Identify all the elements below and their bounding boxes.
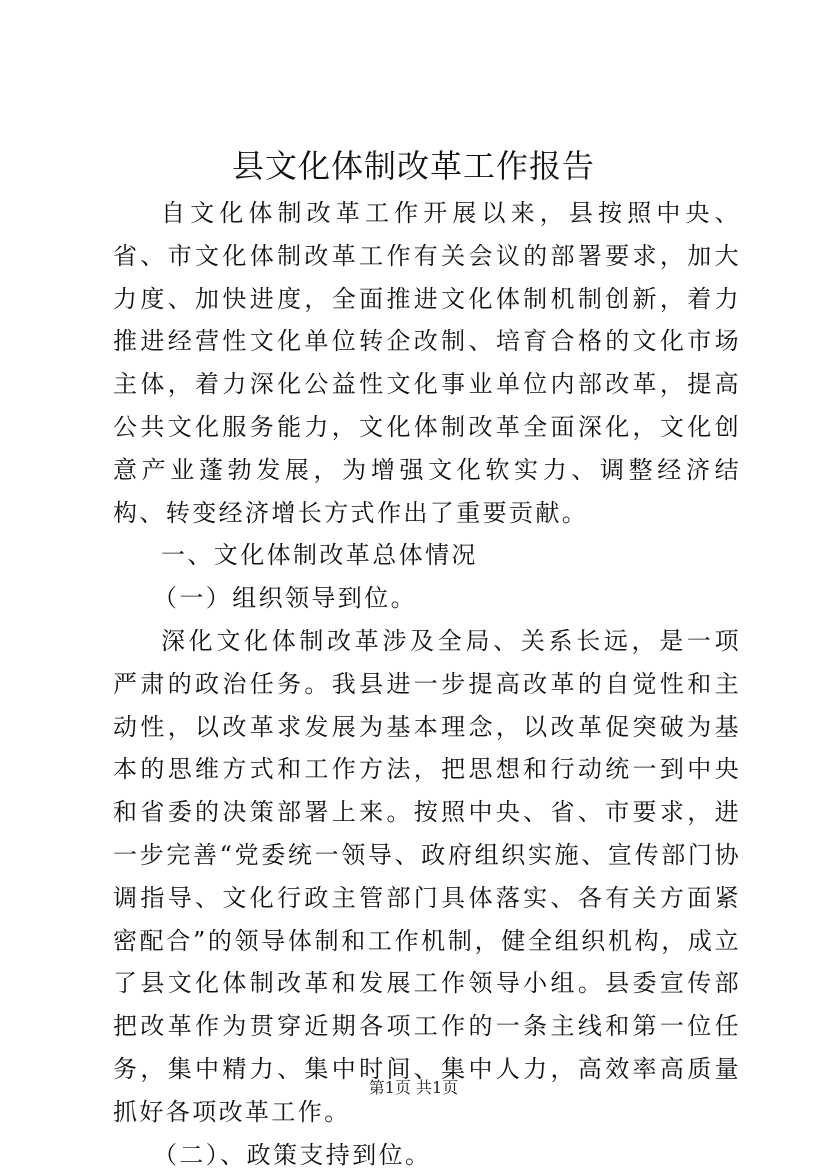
intro-paragraph: 自文化体制改革工作开展以来，县按照中央、省、市文化体制改革工作有关会议的部署要求，加大力度、加快进度，全面推进文化体制机制创新，着力推进经营性文化单位转企改制、培育合格的文化市场主体，着力深化公益性文化事业单位内部改革，提高公共文化服务能力，文化体制改革全面深化，文化创意产业蓬勃发展，为增强文化软实力、调整经济结构、转变经济增长方式作出了重要贡献。 — [113, 199, 741, 527]
sub-heading-organization: （一）组织领导到位。 — [153, 584, 417, 613]
section-heading: 一、文化体制改革总体情况 — [161, 541, 478, 570]
sub-heading-policy: （二）、政策支持到位。 — [153, 1140, 432, 1169]
page-footer: 第1页 共1页 — [368, 1078, 459, 1097]
organization-paragraph: 深化文化体制改革涉及全局、关系长远，是一项严肃的政治任务。我县进一步提高改革的自觉性和主动性，以改革求发展为基本理念，以改革促突破为基本的思维方式和工作方法，把思想和行动统一到中央和省委的决策部署上来。按照中央、省、市要求，进一步完善“党委统一领导、政府组织实施、宣传部门协调指导、文化行政主管部门具体落实、各有关方面紧密配合”的领导体制和工作机制，健全组织机构，成立了县文化体制改革和发展工作领导小组。县委宣传部把改革作为贯穿近期各项工作的一条主线和第一位任务，集中精力、集中时间、集中人力，高效率高质量抓好各项改革工作。 — [113, 626, 741, 1126]
document-body — [113, 192, 741, 1176]
document-title: 县文化体制改革工作报告 — [231, 147, 595, 185]
